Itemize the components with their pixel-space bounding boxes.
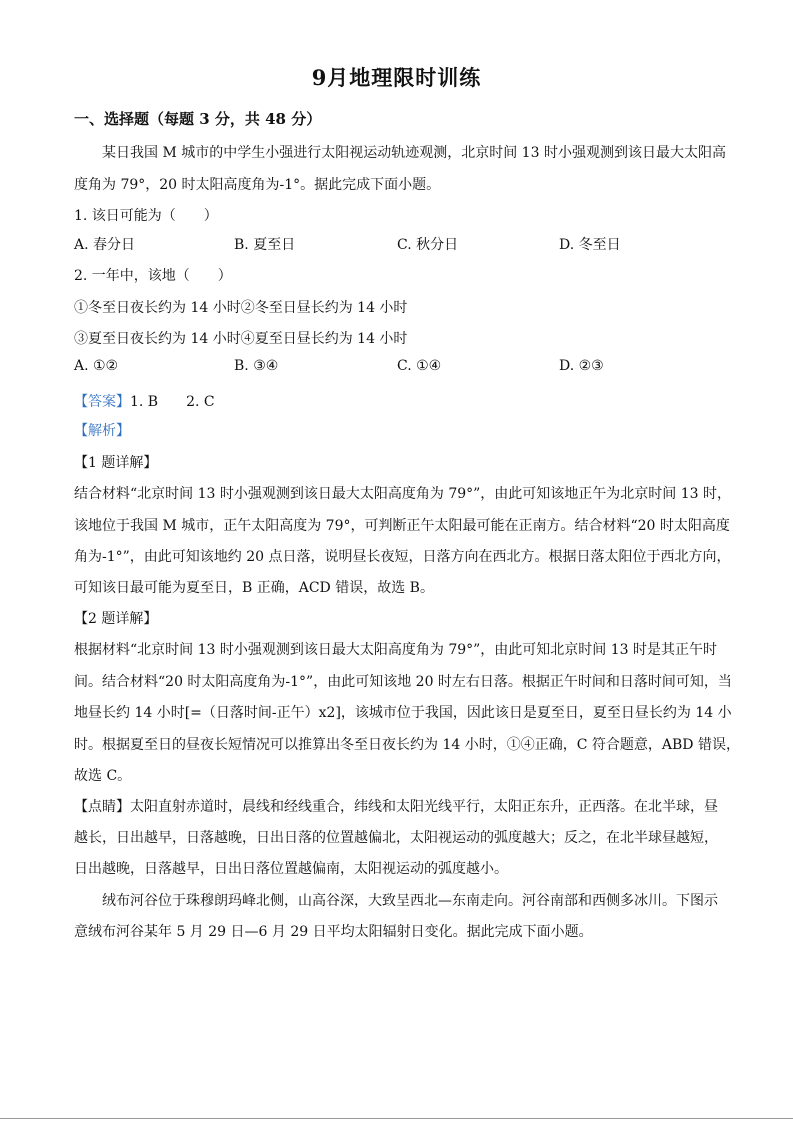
material2-line: 意绒布河谷某年 5 月 29 日—6 月 29 日平均太阳辐射日变化。据此完成下面小题。 bbox=[74, 924, 593, 940]
answer-row bbox=[74, 391, 215, 411]
q2-option-d: D. ②③ bbox=[559, 358, 604, 374]
detail-2-line: 故选 C。 bbox=[74, 768, 132, 784]
detail-1-line: 角为-1°”，由此可知该地约 20 点日落，说明昼长夜短，日落方向在西北方。根据日落太阳位于西北方向， bbox=[74, 549, 731, 565]
question-2-stem: 2. 一年中，该地（ ） bbox=[74, 268, 232, 284]
material2-line: 绒布河谷位于珠穆朗玛峰北侧，山高谷深，大致呈西北—东南走向。河谷南部和西侧多冰川。下图示 bbox=[102, 893, 718, 909]
q1-option-a: A. 春分日 bbox=[74, 237, 136, 253]
question-1-stem: 1. 该日可能为（ ） bbox=[74, 208, 218, 224]
tip-heading: 【点睛】 bbox=[74, 799, 130, 815]
answer-1: 1. B bbox=[130, 394, 159, 410]
tip-line: 日出越晚，日落越早，日出日落位置越偏南，太阳视运动的弧度越小。 bbox=[74, 861, 508, 877]
detail-2-line: 根据材料“北京时间 13 时小强观测到该日最大太阳高度角为 79°”，由此可知北京时间 13 时是其正午时 bbox=[74, 642, 718, 658]
answer-label: 【答案】 bbox=[74, 394, 130, 410]
answer-2: 2. C bbox=[186, 394, 215, 410]
page-title: 9月地理限时训练 bbox=[311, 65, 482, 90]
detail-2-line: 地昼长约 14 小时[=（日落时间-正午）x2]，该城市位于我国，因此该日是夏至日，夏至日昼长约为 14 小 bbox=[74, 705, 732, 721]
detail-1-line: 结合材料“北京时间 13 时小强观测到该日最大太阳高度角为 79°”，由此可知该地正午为北京时间 13 时， bbox=[74, 486, 732, 502]
q2-statement: ③夏至日夜长约为 14 小时④夏至日昼长约为 14 小时 bbox=[74, 331, 408, 347]
page-bottom-divider bbox=[0, 1118, 793, 1119]
q2-option-c: C. ①④ bbox=[397, 358, 442, 374]
detail-1-line: 可知该日最可能为夏至日，B 正确，ACD 错误，故选 B。 bbox=[74, 580, 434, 596]
detail-1-line: 该地位于我国 M 城市，正午太阳高度为 79°，可判断正午太阳最可能在正南方。结合材料“20 时太阳高度 bbox=[74, 518, 730, 534]
analysis-label: 【解析】 bbox=[74, 423, 130, 439]
tip-row bbox=[74, 796, 718, 816]
detail-2-line: 时。根据夏至日的昼夜长短情况可以推算出冬至日夜长约为 14 小时，①④正确，C 符合题意，ABD 错误， bbox=[74, 737, 740, 753]
tip-line: 太阳直射赤道时，晨线和经线重合，纬线和太阳光线平行，太阳正东升，正西落。在北半球，昼 bbox=[130, 799, 718, 815]
detail-2-heading: 【2 题详解】 bbox=[74, 611, 158, 627]
section-heading: 一、选择题（每题 3 分，共 48 分） bbox=[74, 110, 322, 128]
q2-option-a: A. ①② bbox=[74, 358, 119, 374]
q1-option-d: D. 冬至日 bbox=[559, 237, 621, 253]
q1-option-c: C. 秋分日 bbox=[397, 237, 459, 253]
tip-line: 越长，日出越早，日落越晚，日出日落的位置越偏北，太阳视运动的弧度越大；反之，在北半球昼越短， bbox=[74, 830, 718, 846]
q2-statement: ①冬至日夜长约为 14 小时②冬至日昼长约为 14 小时 bbox=[74, 300, 408, 316]
detail-1-heading: 【1 题详解】 bbox=[74, 455, 158, 471]
q2-option-b: B. ③④ bbox=[234, 358, 279, 374]
detail-2-line: 间。结合材料“20 时太阳高度角为-1°”，由此可知该地 20 时左右日落。根据正午时间和日落时间可知，当 bbox=[74, 674, 732, 690]
material1-line: 某日我国 M 城市的中学生小强进行太阳视运动轨迹观测，北京时间 13 时小强观测到该日最大太阳高 bbox=[102, 145, 726, 161]
material1-line: 度角为 79°，20 时太阳高度角为-1°。据此完成下面小题。 bbox=[74, 177, 441, 193]
q1-option-b: B. 夏至日 bbox=[234, 237, 296, 253]
